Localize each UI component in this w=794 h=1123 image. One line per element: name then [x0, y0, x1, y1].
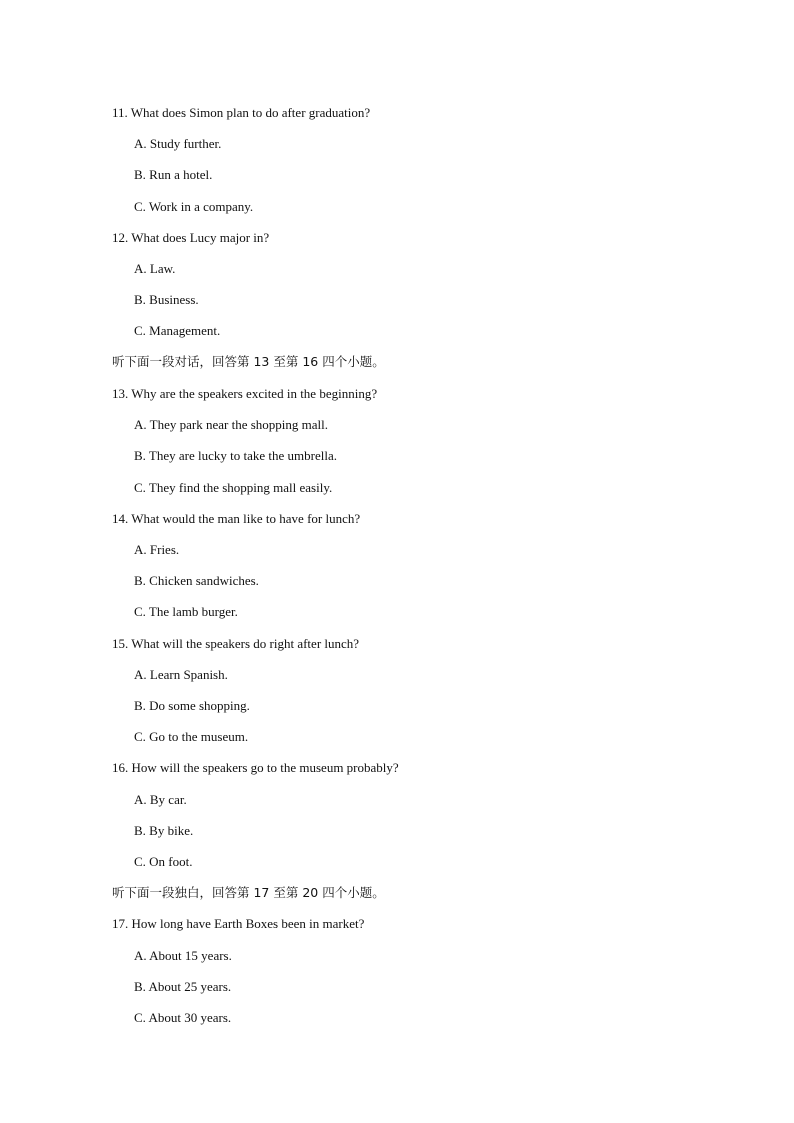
question-16-option-c: C. On foot. — [134, 854, 193, 869]
question-13-option-b: B. They are lucky to take the umbrella. — [134, 448, 337, 463]
question-14-option-c: C. The lamb burger. — [134, 604, 238, 619]
question-13-option-a: A. They park near the shopping mall. — [134, 417, 328, 432]
question-12-option-c: C. Management. — [134, 323, 221, 338]
question-11-option-b: B. Run a hotel. — [134, 167, 213, 182]
section-instruction-17-20: 听下面一段独白，回答第 17 至第 20 四个小题。 — [112, 885, 385, 900]
question-16: 16. How will the speakers go to the museum probably? — [112, 760, 399, 775]
question-11-option-a: A. Study further. — [134, 136, 222, 151]
question-13-option-c: C. They find the shopping mall easily. — [134, 480, 333, 495]
question-15-option-b: B. Do some shopping. — [134, 698, 250, 713]
question-16-option-a: A. By car. — [134, 792, 187, 807]
question-11: 11. What does Simon plan to do after graduation? — [112, 105, 371, 120]
question-15-option-c: C. Go to the museum. — [134, 729, 249, 744]
question-17-option-b: B. About 25 years. — [134, 979, 232, 994]
question-15: 15. What will the speakers do right after lunch? — [112, 636, 360, 651]
question-14: 14. What would the man like to have for lunch? — [112, 511, 361, 526]
question-12-option-a: A. Law. — [134, 261, 176, 276]
question-11-option-c: C. Work in a company. — [134, 199, 254, 214]
question-12: 12. What does Lucy major in? — [112, 230, 270, 245]
question-17-option-c: C. About 30 years. — [134, 1010, 232, 1025]
question-15-option-a: A. Learn Spanish. — [134, 667, 228, 682]
question-13: 13. Why are the speakers excited in the beginning? — [112, 386, 378, 401]
question-17: 17. How long have Earth Boxes been in market? — [112, 916, 365, 931]
question-14-option-a: A. Fries. — [134, 542, 180, 557]
question-17-option-a: A. About 15 years. — [134, 948, 232, 963]
question-16-option-b: B. By bike. — [134, 823, 194, 838]
question-14-option-b: B. Chicken sandwiches. — [134, 573, 259, 588]
section-instruction-13-16: 听下面一段对话，回答第 13 至第 16 四个小题。 — [112, 354, 385, 369]
question-12-option-b: B. Business. — [134, 292, 199, 307]
